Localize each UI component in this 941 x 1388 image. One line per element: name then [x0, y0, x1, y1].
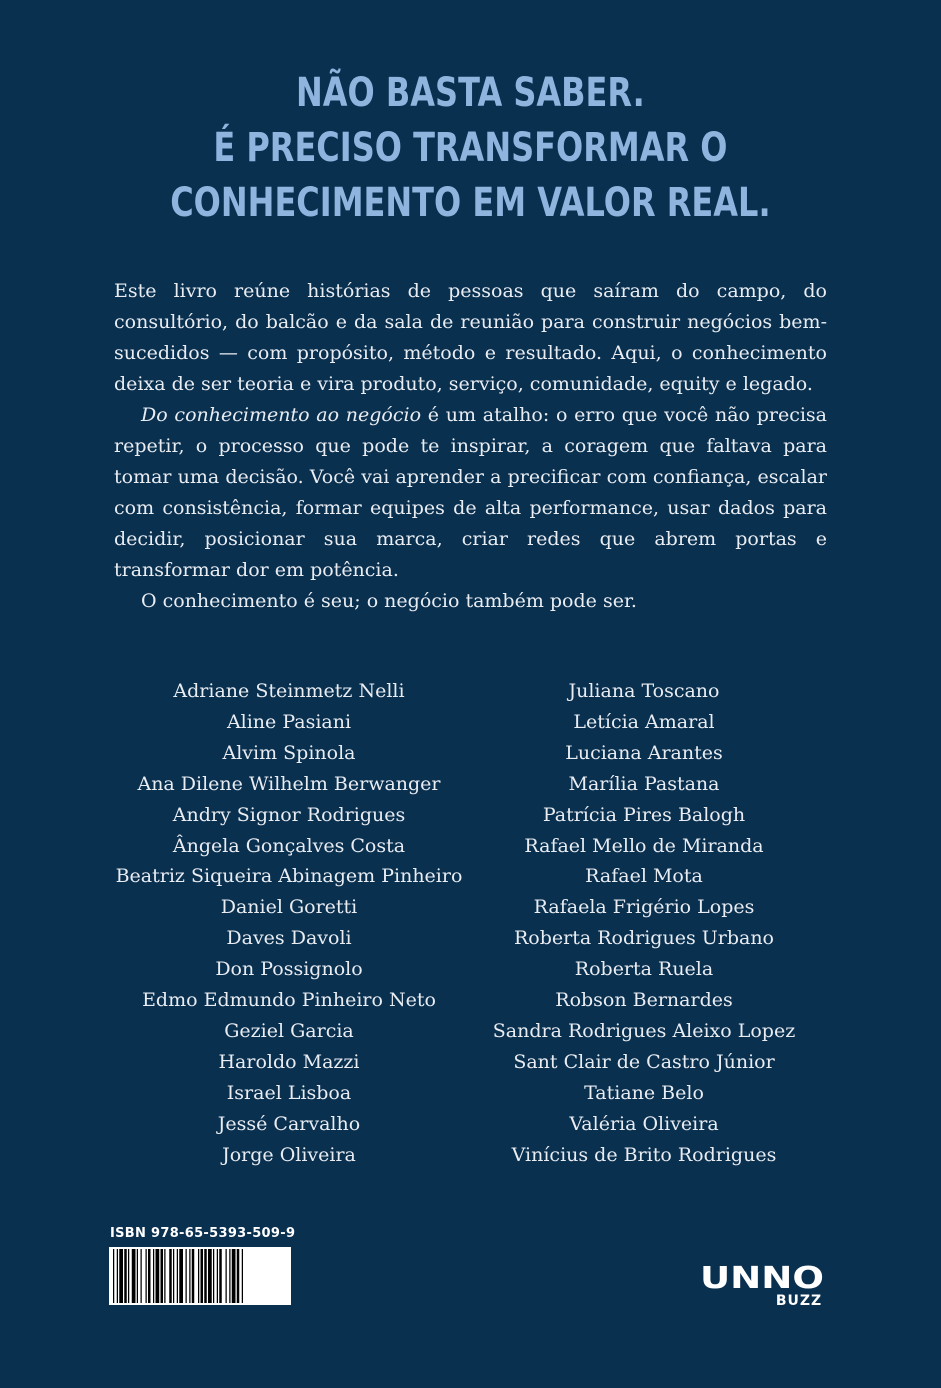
- right-author: Luciana Arantes: [565, 741, 723, 764]
- headline-line-1: NÃO BASTA SABER.: [296, 70, 645, 116]
- publisher-logo: [697, 1256, 827, 1308]
- barcode: [109, 1247, 291, 1305]
- headline: [94, 66, 847, 231]
- left-author: Haroldo Mazzi: [218, 1050, 360, 1073]
- barcode-bar: [186, 1249, 187, 1303]
- barcode-bar: [177, 1249, 178, 1303]
- left-author: Edmo Edmundo Pinheiro Neto: [142, 989, 436, 1012]
- synopsis-paragraph-1: Este livro reúne histórias de pessoas que saíram do campo, do consultório, do balcão e da sala de reunião para construir negócios bem-sucedidos — com propósito, método e resultado. Aqui, o conhecimento deixa de ser teoria e vira produto, serviço, comunidade, equity e legado.: [114, 280, 827, 395]
- synopsis-paragraph-2-text: é um atalho: o erro que você não precisa repetir, o processo que pode te inspirar, a coragem que faltava para tomar uma decisão. Você vai aprender a precificar com confiança, escalar com consistência, formar equipes de alta performance, usar dados para decidir, posicionar sua marca, criar redes que abrem portas e transformar dor em potência.: [114, 404, 828, 581]
- barcode-bar: [229, 1249, 230, 1303]
- barcode-bar: [169, 1249, 172, 1303]
- barcode-bar: [237, 1249, 240, 1303]
- left-author: Geziel Garcia: [224, 1019, 354, 1042]
- book-title: Do conhecimento ao negócio: [141, 404, 422, 426]
- barcode-bar: [132, 1249, 136, 1303]
- left-author: Ângela Gonçalves Costa: [172, 834, 406, 857]
- right-author: Valéria Oliveira: [569, 1112, 719, 1135]
- synopsis-paragraph-3: O conhecimento é seu; o negócio também pode ser.: [141, 590, 637, 612]
- left-author: Ana Dilene Wilhelm Berwanger: [137, 772, 441, 795]
- barcode-bar: [198, 1249, 199, 1303]
- synopsis-paragraph-2: [114, 400, 827, 586]
- left-author: Aline Pasiani: [226, 710, 352, 733]
- barcode-bar: [124, 1249, 127, 1303]
- left-author: Don Possignolo: [215, 958, 363, 981]
- barcode-bar: [119, 1249, 123, 1303]
- isbn-number: ISBN 978-65-5393-509-9: [110, 1226, 296, 1241]
- right-author: Sandra Rodrigues Aleixo Lopez: [492, 1019, 796, 1042]
- barcode-bar: [201, 1249, 204, 1303]
- right-author: Rafael Mota: [585, 865, 703, 888]
- right-author: Robson Bernardes: [555, 989, 733, 1012]
- left-author: Daniel Goretti: [220, 896, 358, 919]
- barcode-bar: [113, 1249, 114, 1303]
- right-author: Marília Pastana: [568, 772, 720, 795]
- barcode-bar: [219, 1249, 222, 1303]
- barcode-bar: [137, 1249, 138, 1303]
- headline-line-3: CONHECIMENTO EM VALOR REAL.: [170, 180, 771, 226]
- left-author: Jessé Carvalho: [217, 1112, 361, 1135]
- right-author: Letícia Amaral: [573, 710, 715, 733]
- left-author: Beatriz Siqueira Abinagem Pinheiro: [115, 865, 463, 888]
- right-author: Roberta Rodrigues Urbano: [514, 927, 774, 950]
- right-author: Roberta Ruela: [574, 958, 714, 981]
- barcode-bar: [153, 1249, 154, 1303]
- headline-line-2: É PRECISO TRANSFORMAR O: [213, 125, 728, 171]
- synopsis: [114, 276, 827, 617]
- barcode-bar: [146, 1249, 147, 1303]
- right-author: Patrícia Pires Balogh: [542, 803, 746, 826]
- authors-list-left: [100, 676, 478, 1171]
- barcode-bar: [164, 1249, 165, 1303]
- barcode-bar: [141, 1249, 142, 1303]
- barcode-bar: [213, 1249, 214, 1303]
- barcode-bar: [226, 1249, 227, 1303]
- left-author: Alvim Spinola: [222, 741, 356, 764]
- right-author: Sant Clair de Castro Júnior: [513, 1050, 775, 1073]
- left-author: Andry Signor Rodrigues: [172, 803, 406, 826]
- publisher-logo-bottom: BUZZ: [775, 1293, 823, 1308]
- right-author: Tatiane Belo: [584, 1081, 704, 1104]
- left-author: Israel Lisboa: [226, 1081, 352, 1104]
- barcode-bar: [148, 1249, 151, 1303]
- barcode-bar: [242, 1249, 243, 1303]
- barcode-bar: [189, 1249, 190, 1303]
- left-author: Daves Davoli: [226, 927, 352, 950]
- barcode-bar: [232, 1249, 236, 1303]
- right-author: Rafael Mello de Miranda: [524, 834, 764, 857]
- authors-list-right: [468, 676, 820, 1171]
- left-author: Jorge Oliveira: [222, 1143, 356, 1166]
- right-author: Juliana Toscano: [568, 680, 720, 702]
- barcode-bar: [192, 1249, 195, 1303]
- barcode-bar: [128, 1249, 129, 1303]
- barcode-bar: [217, 1249, 218, 1303]
- barcode-bar: [179, 1249, 183, 1303]
- publisher-logo-top: UNNO: [700, 1261, 824, 1296]
- barcode-bar: [156, 1249, 160, 1303]
- right-author: Rafaela Frigério Lopes: [533, 896, 755, 919]
- barcode-bar: [117, 1249, 118, 1303]
- barcode-bar: [161, 1249, 164, 1303]
- barcode-bar: [173, 1249, 174, 1303]
- left-author: Adriane Steinmetz Nelli: [173, 680, 405, 702]
- barcode-bar: [204, 1249, 207, 1303]
- barcode-bar: [208, 1249, 212, 1303]
- right-author: Vinícius de Brito Rodrigues: [511, 1143, 777, 1166]
